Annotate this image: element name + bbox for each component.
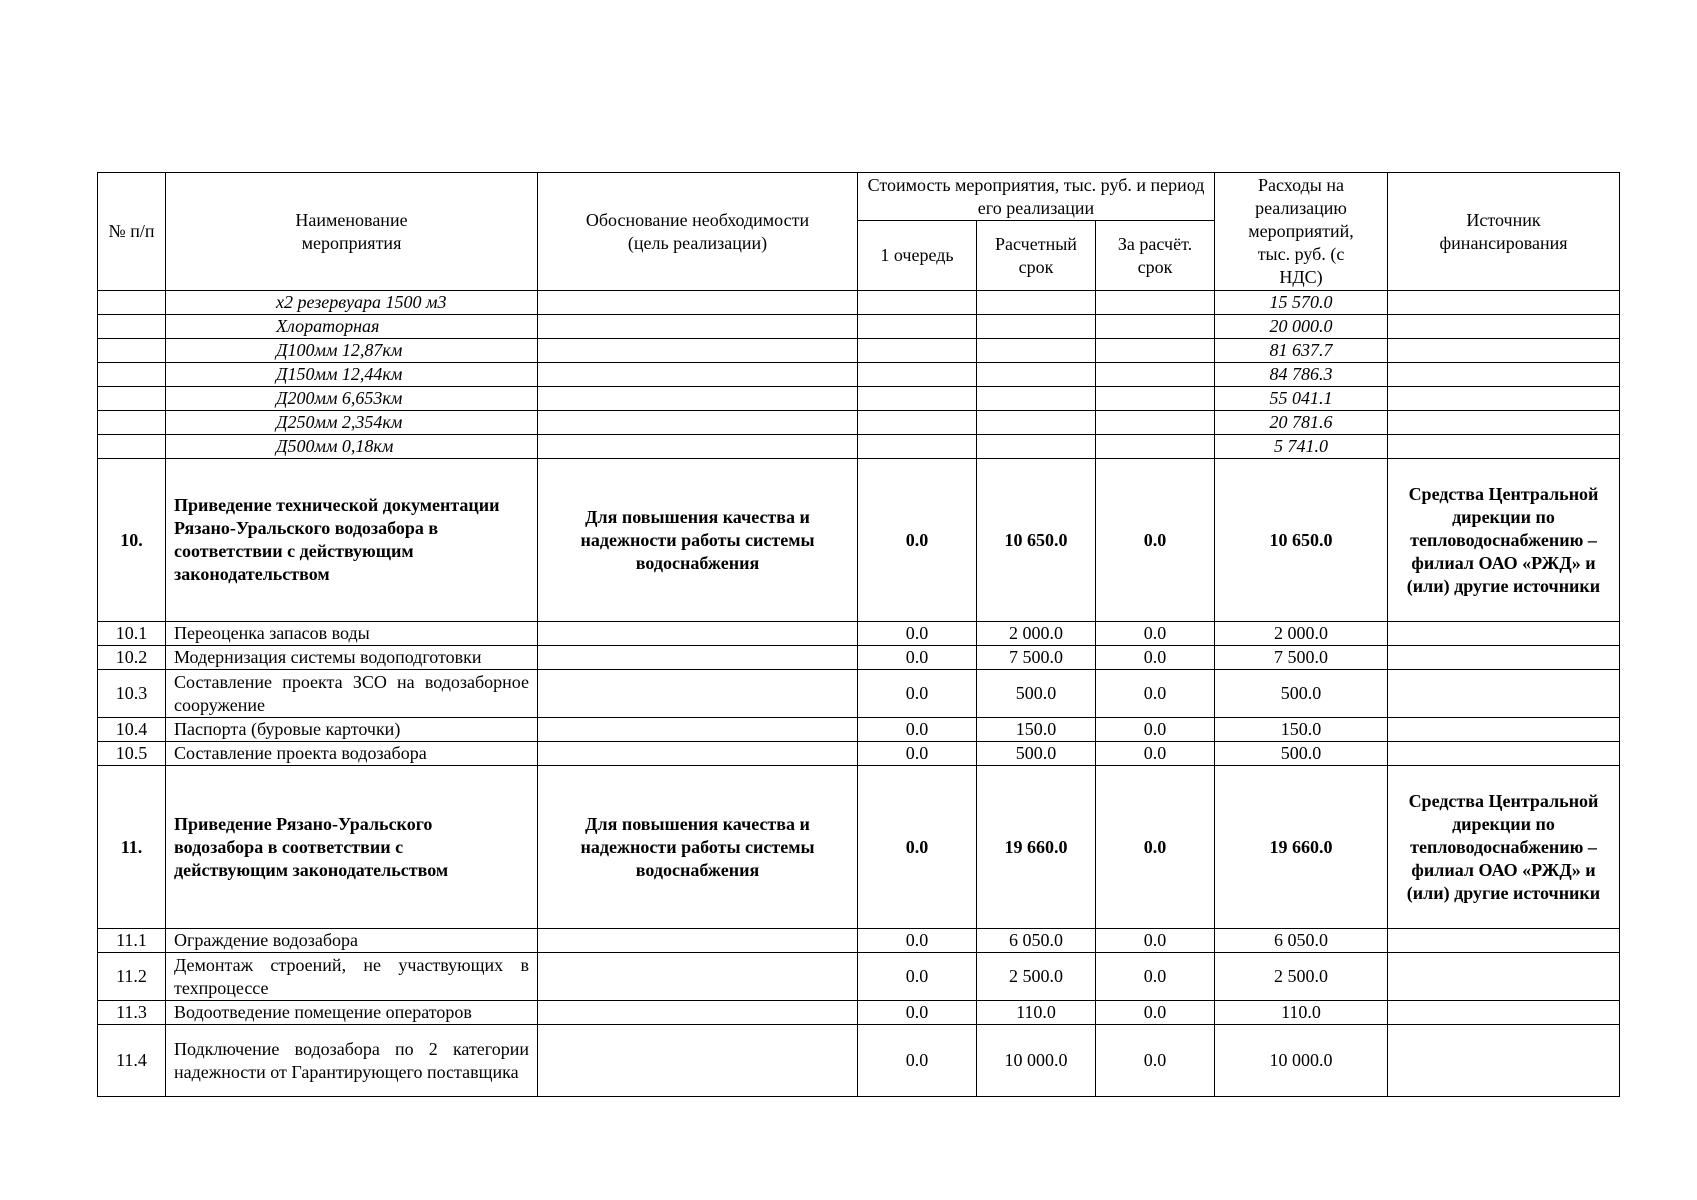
section-source: Средства Центральной дирекции по тепловодоснабжению – филиал ОАО «РЖД» и (или) другие источники xyxy=(1388,766,1620,929)
row-total: 2 000.0 xyxy=(1215,622,1388,646)
subitem-total: 5 741.0 xyxy=(1215,435,1388,459)
row-stage1: 0.0 xyxy=(858,622,977,646)
row-total: 10 000.0 xyxy=(1215,1025,1388,1097)
measures-table xyxy=(97,172,1620,1097)
row-num: 10.4 xyxy=(98,718,166,742)
row-beyond: 0.0 xyxy=(1096,670,1215,718)
row-stage1: 0.0 xyxy=(858,1025,977,1097)
table-row xyxy=(98,953,1620,1001)
table-row xyxy=(98,315,1620,339)
row-beyond: 0.0 xyxy=(1096,718,1215,742)
header-cost-group: Стоимость мероприятия, тыс. руб. и период его реализации xyxy=(858,173,1215,221)
section-beyond: 0.0 xyxy=(1096,459,1215,622)
table-row xyxy=(98,622,1620,646)
section-calc: 19 660.0 xyxy=(977,766,1096,929)
table-row xyxy=(98,718,1620,742)
row-num: 11.4 xyxy=(98,1025,166,1097)
table-row xyxy=(98,339,1620,363)
row-num: 10.3 xyxy=(98,670,166,718)
row-name: Ограждение водозабора xyxy=(166,929,538,953)
section-row-11 xyxy=(98,766,1620,929)
row-calc: 7 500.0 xyxy=(977,646,1096,670)
section-beyond: 0.0 xyxy=(1096,766,1215,929)
row-stage1: 0.0 xyxy=(858,929,977,953)
row-calc: 2 500.0 xyxy=(977,953,1096,1001)
subitem-total: 15 570.0 xyxy=(1215,291,1388,315)
section-justification: Для повышения качества и надежности работы системы водоснабжения xyxy=(538,766,858,929)
table-row xyxy=(98,1001,1620,1025)
row-total: 110.0 xyxy=(1215,1001,1388,1025)
section-name: Приведение Рязано-Уральского водозабора в соответствии с действующим законодательством xyxy=(166,766,538,929)
row-stage1: 0.0 xyxy=(858,646,977,670)
row-calc: 150.0 xyxy=(977,718,1096,742)
row-name: Модернизация системы водоподготовки xyxy=(166,646,538,670)
row-calc: 10 000.0 xyxy=(977,1025,1096,1097)
section-name: Приведение технической документации Рязано-Уральского водозабора в соответствии с действующим законодательством xyxy=(166,459,538,622)
row-total: 500.0 xyxy=(1215,742,1388,766)
section-stage1: 0.0 xyxy=(858,766,977,929)
subitem-name: Д250мм 2,354км xyxy=(166,411,538,435)
table-row xyxy=(98,291,1620,315)
header-source: Источник финансирования xyxy=(1388,173,1620,291)
row-stage1: 0.0 xyxy=(858,1001,977,1025)
subitem-name: x2 резервуара 1500 м3 xyxy=(166,291,538,315)
row-stage1: 0.0 xyxy=(858,953,977,1001)
row-name: Паспорта (буровые карточки) xyxy=(166,718,538,742)
row-calc: 500.0 xyxy=(977,742,1096,766)
table-row xyxy=(98,411,1620,435)
row-total: 150.0 xyxy=(1215,718,1388,742)
table-row xyxy=(98,363,1620,387)
subitem-total: 81 637.7 xyxy=(1215,339,1388,363)
row-beyond: 0.0 xyxy=(1096,742,1215,766)
subitem-name: Д500мм 0,18км xyxy=(166,435,538,459)
row-name: Подключение водозабора по 2 категории надежности от Гарантирующего поставщика xyxy=(166,1025,538,1097)
table-row xyxy=(98,646,1620,670)
header-num: № п/п xyxy=(98,173,166,291)
table-row xyxy=(98,435,1620,459)
row-calc: 2 000.0 xyxy=(977,622,1096,646)
header-name: Наименование мероприятия xyxy=(166,173,538,291)
subitem-total: 55 041.1 xyxy=(1215,387,1388,411)
subitem-name: Д200мм 6,653км xyxy=(166,387,538,411)
row-stage1: 0.0 xyxy=(858,718,977,742)
row-num: 10.2 xyxy=(98,646,166,670)
section-num: 10. xyxy=(98,459,166,622)
table-row xyxy=(98,1025,1620,1097)
row-beyond: 0.0 xyxy=(1096,646,1215,670)
header-expenses: Расходы на реализацию мероприятий, тыс. руб. (с НДС) xyxy=(1215,173,1388,291)
row-beyond: 0.0 xyxy=(1096,1025,1215,1097)
section-total: 19 660.0 xyxy=(1215,766,1388,929)
table-row xyxy=(98,670,1620,718)
row-name: Составление проекта ЗСО на водозаборное сооружение xyxy=(166,670,538,718)
row-total: 500.0 xyxy=(1215,670,1388,718)
row-calc: 500.0 xyxy=(977,670,1096,718)
row-name: Составление проекта водозабора xyxy=(166,742,538,766)
subitem-total: 84 786.3 xyxy=(1215,363,1388,387)
row-num: 11.3 xyxy=(98,1001,166,1025)
row-total: 2 500.0 xyxy=(1215,953,1388,1001)
section-calc: 10 650.0 xyxy=(977,459,1096,622)
section-total: 10 650.0 xyxy=(1215,459,1388,622)
row-beyond: 0.0 xyxy=(1096,622,1215,646)
subitem-name: Д100мм 12,87км xyxy=(166,339,538,363)
table-row xyxy=(98,929,1620,953)
row-name: Переоценка запасов воды xyxy=(166,622,538,646)
subitem-name: Хлораторная xyxy=(166,315,538,339)
row-name: Водоотведение помещение операторов xyxy=(166,1001,538,1025)
table-row xyxy=(98,742,1620,766)
header-calc-period: Расчетный срок xyxy=(977,221,1096,291)
row-stage1: 0.0 xyxy=(858,670,977,718)
row-total: 7 500.0 xyxy=(1215,646,1388,670)
row-beyond: 0.0 xyxy=(1096,953,1215,1001)
row-stage1: 0.0 xyxy=(858,742,977,766)
row-calc: 110.0 xyxy=(977,1001,1096,1025)
section-source: Средства Центральной дирекции по тепловодоснабжению – филиал ОАО «РЖД» и (или) другие источники xyxy=(1388,459,1620,622)
row-num: 11.2 xyxy=(98,953,166,1001)
subitem-total: 20 781.6 xyxy=(1215,411,1388,435)
section-row-10 xyxy=(98,459,1620,622)
row-calc: 6 050.0 xyxy=(977,929,1096,953)
subitem-name: Д150мм 12,44км xyxy=(166,363,538,387)
section-stage1: 0.0 xyxy=(858,459,977,622)
row-beyond: 0.0 xyxy=(1096,1001,1215,1025)
row-num: 10.5 xyxy=(98,742,166,766)
row-num: 11.1 xyxy=(98,929,166,953)
header-justification: Обоснование необходимости (цель реализации) xyxy=(538,173,858,291)
row-beyond: 0.0 xyxy=(1096,929,1215,953)
row-name: Демонтаж строений, не участвующих в техпроцессе xyxy=(166,953,538,1001)
row-num: 10.1 xyxy=(98,622,166,646)
table-row xyxy=(98,387,1620,411)
section-justification: Для повышения качества и надежности работы системы водоснабжения xyxy=(538,459,858,622)
section-num: 11. xyxy=(98,766,166,929)
header-stage1: 1 очередь xyxy=(858,221,977,291)
subitem-total: 20 000.0 xyxy=(1215,315,1388,339)
header-beyond: За расчёт. срок xyxy=(1096,221,1215,291)
row-total: 6 050.0 xyxy=(1215,929,1388,953)
